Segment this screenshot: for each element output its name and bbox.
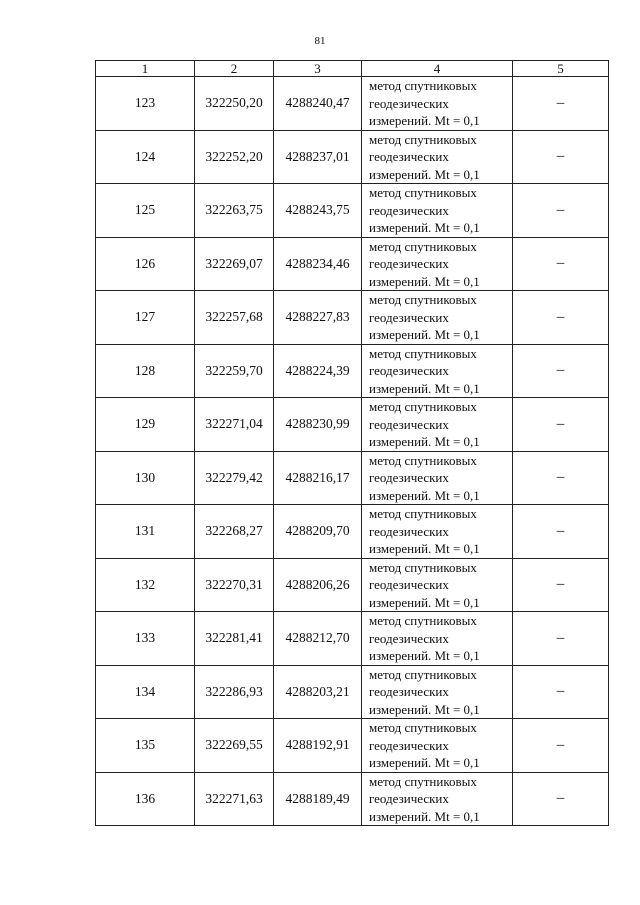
column-5-cell: – — [513, 344, 609, 398]
point-number-cell: 126 — [96, 237, 195, 291]
table-row — [96, 665, 609, 719]
y-coordinate-cell: 4288216,17 — [274, 451, 362, 505]
column-5-cell: – — [513, 184, 609, 238]
header-col-4: 4 — [362, 61, 513, 77]
table-row — [96, 451, 609, 505]
method-line: измерений. Mt = 0,1 — [369, 327, 480, 342]
method-line: метод спутниковых — [369, 345, 477, 361]
x-coordinate-cell: 322263,75 — [195, 184, 274, 238]
header-col-5: 5 — [513, 61, 609, 77]
method-cell — [362, 237, 513, 291]
method-line: геодезических — [369, 95, 449, 111]
method-line: измерений. Mt = 0,1 — [369, 166, 480, 182]
point-number-cell: 132 — [96, 558, 195, 612]
header-col-2: 2 — [195, 61, 274, 77]
method-cell — [362, 558, 513, 612]
y-coordinate-cell: 4288237,01 — [274, 130, 362, 184]
x-coordinate-cell: 322269,55 — [195, 719, 274, 773]
point-number-cell: 135 — [96, 719, 195, 773]
method-line: измерений. Mt = 0,1 — [369, 808, 480, 824]
x-coordinate-cell: 322259,70 — [195, 344, 274, 398]
y-coordinate-cell: 4288243,75 — [274, 184, 362, 238]
table-row — [96, 505, 609, 559]
method-line: измерений. Mt = 0,1 — [369, 648, 480, 663]
y-coordinate-cell: 4288192,91 — [274, 719, 362, 773]
method-line: измерений. Mt = 0,1 — [369, 594, 480, 610]
x-coordinate-cell: 322279,42 — [195, 451, 274, 505]
column-5-cell: – — [513, 398, 609, 452]
x-coordinate-cell: 322252,20 — [195, 130, 274, 184]
column-5-cell: – — [513, 719, 609, 773]
y-coordinate-cell: 4288234,46 — [274, 237, 362, 291]
method-line: геодезических — [369, 470, 449, 485]
method-line: измерений. Mt = 0,1 — [369, 755, 480, 770]
method-line: измерений. Mt = 0,1 — [369, 434, 480, 449]
method-cell — [362, 665, 513, 719]
method-cell — [362, 772, 513, 826]
x-coordinate-cell: 322286,93 — [195, 665, 274, 719]
method-line: геодезических — [369, 630, 449, 646]
method-cell — [362, 612, 513, 666]
y-coordinate-cell: 4288209,70 — [274, 505, 362, 559]
point-number-cell: 128 — [96, 344, 195, 398]
y-coordinate-cell: 4288206,26 — [274, 558, 362, 612]
method-line: метод спутниковых — [369, 506, 477, 521]
table-row — [96, 398, 609, 452]
method-line: метод спутниковых — [369, 185, 477, 200]
method-line: метод спутниковых — [369, 613, 477, 628]
column-5-cell: – — [513, 558, 609, 612]
header-col-3: 3 — [274, 61, 362, 77]
column-5-cell: – — [513, 291, 609, 345]
method-line: геодезических — [369, 309, 449, 325]
method-line: измерений. Mt = 0,1 — [369, 380, 480, 396]
method-line: метод спутниковых — [369, 452, 477, 468]
table-row — [96, 237, 609, 291]
x-coordinate-cell: 322271,04 — [195, 398, 274, 452]
method-line: метод спутниковых — [369, 666, 477, 682]
point-number-cell: 124 — [96, 130, 195, 184]
method-line: измерений. Mt = 0,1 — [369, 701, 480, 717]
y-coordinate-cell: 4288189,49 — [274, 772, 362, 826]
method-line: метод спутниковых — [369, 78, 477, 93]
point-number-cell: 125 — [96, 184, 195, 238]
y-coordinate-cell: 4288240,47 — [274, 77, 362, 131]
method-line: измерений. Mt = 0,1 — [369, 220, 480, 235]
method-line: геодезических — [369, 416, 449, 432]
column-5-cell: – — [513, 130, 609, 184]
x-coordinate-cell: 322250,20 — [195, 77, 274, 131]
method-line: измерений. Mt = 0,1 — [369, 113, 480, 128]
method-cell — [362, 505, 513, 559]
point-number-cell: 136 — [96, 772, 195, 826]
column-5-cell: – — [513, 665, 609, 719]
x-coordinate-cell: 322270,31 — [195, 558, 274, 612]
method-cell — [362, 184, 513, 238]
column-5-cell: – — [513, 237, 609, 291]
method-cell — [362, 344, 513, 398]
method-cell — [362, 77, 513, 131]
x-coordinate-cell: 322268,27 — [195, 505, 274, 559]
x-coordinate-cell: 322281,41 — [195, 612, 274, 666]
coordinates-table — [95, 60, 609, 826]
table-row — [96, 772, 609, 826]
method-line: геодезических — [369, 363, 449, 378]
y-coordinate-cell: 4288230,99 — [274, 398, 362, 452]
table-row — [96, 344, 609, 398]
method-line: геодезических — [369, 256, 449, 271]
column-5-cell: – — [513, 612, 609, 666]
point-number-cell: 131 — [96, 505, 195, 559]
table-row — [96, 77, 609, 131]
page-number: 81 — [314, 35, 326, 47]
method-line: метод спутниковых — [369, 292, 477, 307]
method-line: метод спутниковых — [369, 399, 477, 414]
x-coordinate-cell: 322271,63 — [195, 772, 274, 826]
method-line: измерений. Mt = 0,1 — [369, 541, 480, 556]
method-line: геодезических — [369, 737, 449, 753]
y-coordinate-cell: 4288212,70 — [274, 612, 362, 666]
method-line: метод спутниковых — [369, 773, 477, 789]
method-cell — [362, 719, 513, 773]
method-line: метод спутниковых — [369, 238, 477, 254]
point-number-cell: 127 — [96, 291, 195, 345]
method-line: геодезических — [369, 684, 449, 699]
method-line: метод спутниковых — [369, 559, 477, 575]
method-line: геодезических — [369, 202, 449, 218]
y-coordinate-cell: 4288224,39 — [274, 344, 362, 398]
table-row — [96, 719, 609, 773]
column-5-cell: – — [513, 505, 609, 559]
point-number-cell: 134 — [96, 665, 195, 719]
method-line: измерений. Mt = 0,1 — [369, 487, 480, 503]
point-number-cell: 130 — [96, 451, 195, 505]
point-number-cell: 129 — [96, 398, 195, 452]
column-5-cell: – — [513, 451, 609, 505]
method-line: геодезических — [369, 577, 449, 592]
table-row — [96, 612, 609, 666]
method-line: метод спутниковых — [369, 720, 477, 735]
y-coordinate-cell: 4288203,21 — [274, 665, 362, 719]
method-line: геодезических — [369, 523, 449, 539]
method-cell — [362, 291, 513, 345]
y-coordinate-cell: 4288227,83 — [274, 291, 362, 345]
table-body — [96, 77, 609, 826]
column-5-cell: – — [513, 77, 609, 131]
table-row — [96, 130, 609, 184]
table-header-row — [96, 61, 609, 77]
table-row — [96, 291, 609, 345]
point-number-cell: 123 — [96, 77, 195, 131]
x-coordinate-cell: 322257,68 — [195, 291, 274, 345]
method-cell — [362, 130, 513, 184]
table-row — [96, 558, 609, 612]
column-5-cell: – — [513, 772, 609, 826]
method-line: геодезических — [369, 791, 449, 806]
method-line: геодезических — [369, 149, 449, 164]
table-row — [96, 184, 609, 238]
point-number-cell: 133 — [96, 612, 195, 666]
method-line: метод спутниковых — [369, 131, 477, 147]
method-line: измерений. Mt = 0,1 — [369, 273, 480, 289]
header-col-1: 1 — [96, 61, 195, 77]
x-coordinate-cell: 322269,07 — [195, 237, 274, 291]
method-cell — [362, 398, 513, 452]
method-cell — [362, 451, 513, 505]
